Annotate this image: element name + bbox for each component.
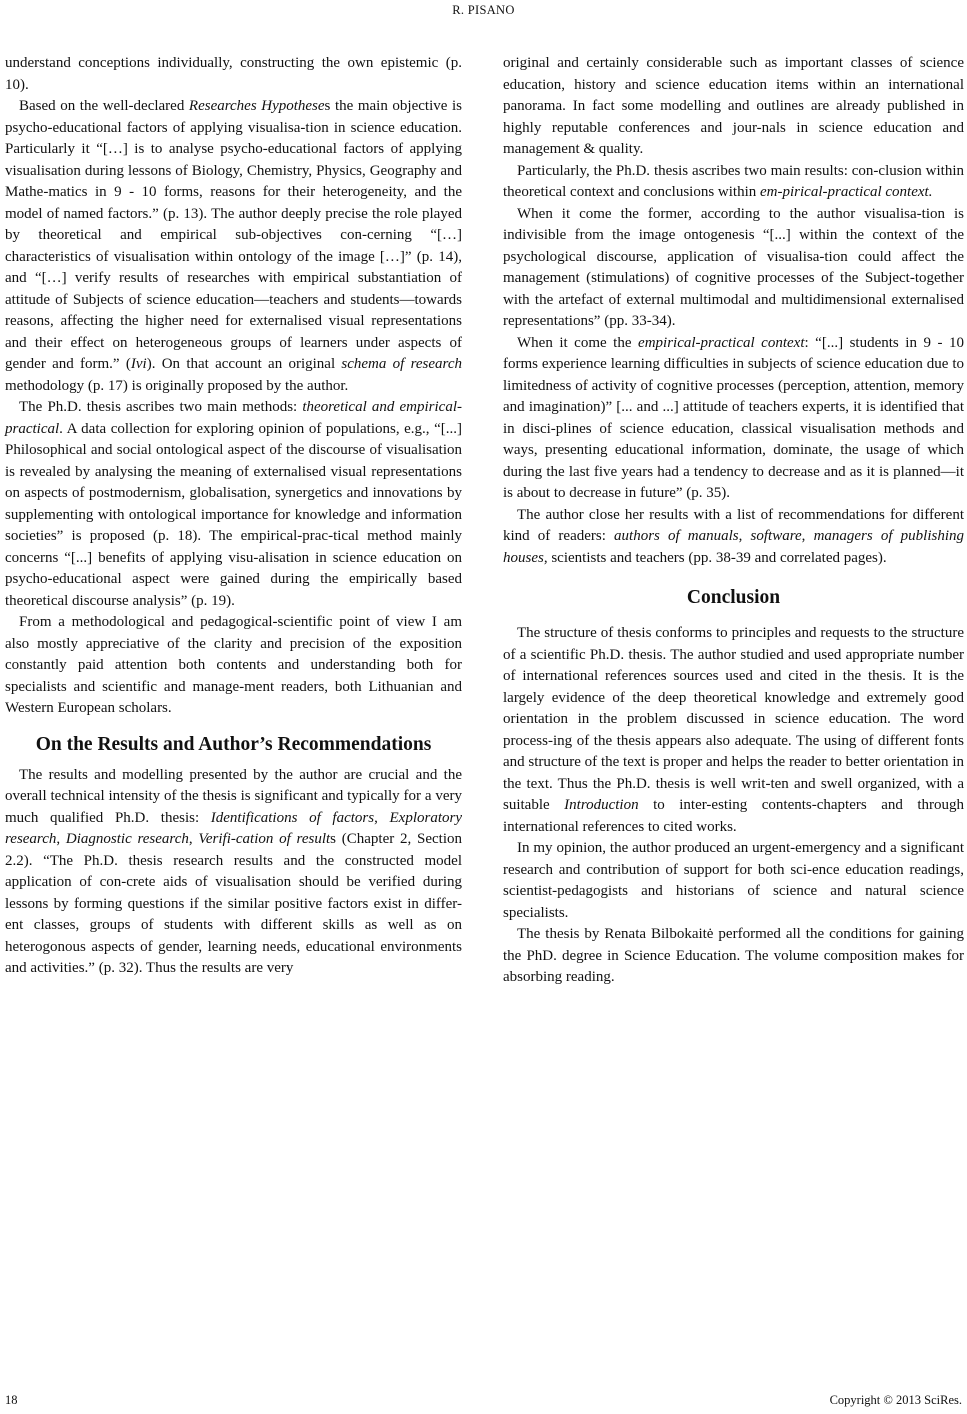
paragraph: Based on the well-declared Researches Hypotheses the main objective is psycho-educational factors of applying visualisa-tion in science education. Particularly it “[…] is to analyse psycho-educational factors of applying visualisation during lessons of Biology, Chemistry, Physics, Geography and Mathe-matics in 9 - 10 forms, reasons for their heterogeneity, and the model of named factors.” (p. 13). The author deeply precise the role played by theoretical and empirical sub-objectives con-cerning “[…] characteristics of visualisation within ontology of the image […]” (p. 14), and “[…] verify results of researches with empirical substantiation of attitude of Subjects of science education—teachers and students—towards reasons, affecting the higher need for externalised visual representations and their effect on heterogeneous groups of learners under aspects of gender and form.” (Ivi). On that account an original schema of research methodology (p. 17) is originally proposed by the author. — [5, 98, 462, 394]
running-head: R. PISANO — [452, 3, 515, 17]
paragraph: original and certainly considerable such as important classes of science education, history and science education items within an international panorama. In fact some modelling and outlines are already published in highly reputable conferences and jour-nals in science education and management & quality. — [503, 55, 964, 157]
paragraph: When it come the former, according to the author visualisa-tion is indivisible from the image ontogenesis “[...] within the context of the psychological discourse, application of visualisa-tion could affect the management (stimulations) of cognitive processes of the Subject-together with the artefact of external multimodal and multidimensional externalised representations” (pp. 33-34). — [503, 205, 964, 329]
page-number: 18 — [5, 1393, 18, 1407]
paragraph: The structure of thesis conforms to principles and requests to the structure of a scientific Ph.D. thesis. The author studied and used appropriate number of international references sources used and cited in the thesis. It is the largely evidence of the deep theoretical knowledge and extremely good orientation in the problem discussed in science education. The word process-ing of the thesis appears also adequate. The using of different fonts and structure of the text is proper and helps the reader to better orientation in the text. Thus the Ph.D. thesis is well writ-ten and swell organized, with a suitable Introduction to inter-esting contents-chapters and through international references to cited works. — [503, 625, 964, 835]
copyright-notice: Copyright © 2013 SciRes. — [829, 1393, 962, 1407]
paragraph: The thesis by Renata Bilbokaitė performed all the conditions for gaining the PhD. degree in Science Education. The volume composition makes for absorbing reading. — [503, 926, 964, 985]
paragraph: The Ph.D. thesis ascribes two main methods: theoretical and empirical-practical. A data collection for exploring opinion of populations, e.g., “[...] Philosophical and social ontological aspect of the discourse of visualisation is revealed by analysing the meaning of externalised visual representations on aspects of postmodernism, globalisation, synergetics and innovations by supplementing with ontological importance for knowledge and information societies” is proposed (p. 18). The empirical-prac-tical method mainly concerns “[...] benefits of applying visu-alisation in science education on psycho-educational aspect were gained during the empirically based theoretical discourse analysis” (p. 19). — [5, 399, 462, 609]
paragraph: understand conceptions individually, constructing the own epistemic (p. 10). — [5, 55, 462, 93]
left-column — [5, 53, 462, 980]
paragraph: The author close her results with a list of recommendations for different kind of readers: authors of manuals, software, managers of publishing houses, scientists and teachers (pp. 38-39 and correlated pages). — [503, 506, 964, 566]
paragraph: From a methodological and pedagogical-scientific point of view I am also mostly appreciative of the clarity and precision of the exposition constantly paid attention both contents and understanding both for specialists and scientific and manage-ment readers, both Lithuanian and Western European scholars. — [5, 614, 462, 716]
paragraph: In my opinion, the author produced an urgent-emergency and a significant research and contribution of support for both sci-ence education readings, scientist-pedagogists and historians of science and natural science specialists. — [503, 840, 964, 921]
section-heading-conclusion: Conclusion — [686, 587, 781, 608]
paragraph: When it come the empirical-practical context: “[...] students in 9 - 10 forms experience learning difficulties in subjects of science education due to limitedness of activity of cognitive processes (perception, attention, memory and imagination)” [... and ...] attitude of teachers experts, it is identified that in disci-plines of science education, classical visualisation methods and ways, presenting educational information, dominate, the usage of which during the last five years had a tendency to decrease and as it is planned—it is about to decrease in future” (p. 35). — [503, 334, 964, 501]
paragraph: Particularly, the Ph.D. thesis ascribes two main results: con-clusion within theoretical context and conclusions within em-pirical-practical context. — [503, 162, 964, 200]
paragraph: The results and modelling presented by the author are crucial and the overall technical intensity of the thesis is significant and typically for a very much qualified Ph.D. thesis: Identifications of factors, Exploratory research, Diagnostic research, Verifi-cation of results (Chapter 2, Section 2.2). “The Ph.D. thesis research results and the constructed model application of con-crete aids of visualisation should be verified during lessons by forming questions if the similar positive factors exist in differ-ent classes, groups of students with different skills as well as on heterogonous aspects of gender, learning needs, educational environments and activities.” (p. 32). Thus the results are very — [5, 766, 463, 976]
right-column — [503, 53, 964, 989]
section-heading-results: On the Results and Author’s Recommendations — [35, 733, 432, 755]
